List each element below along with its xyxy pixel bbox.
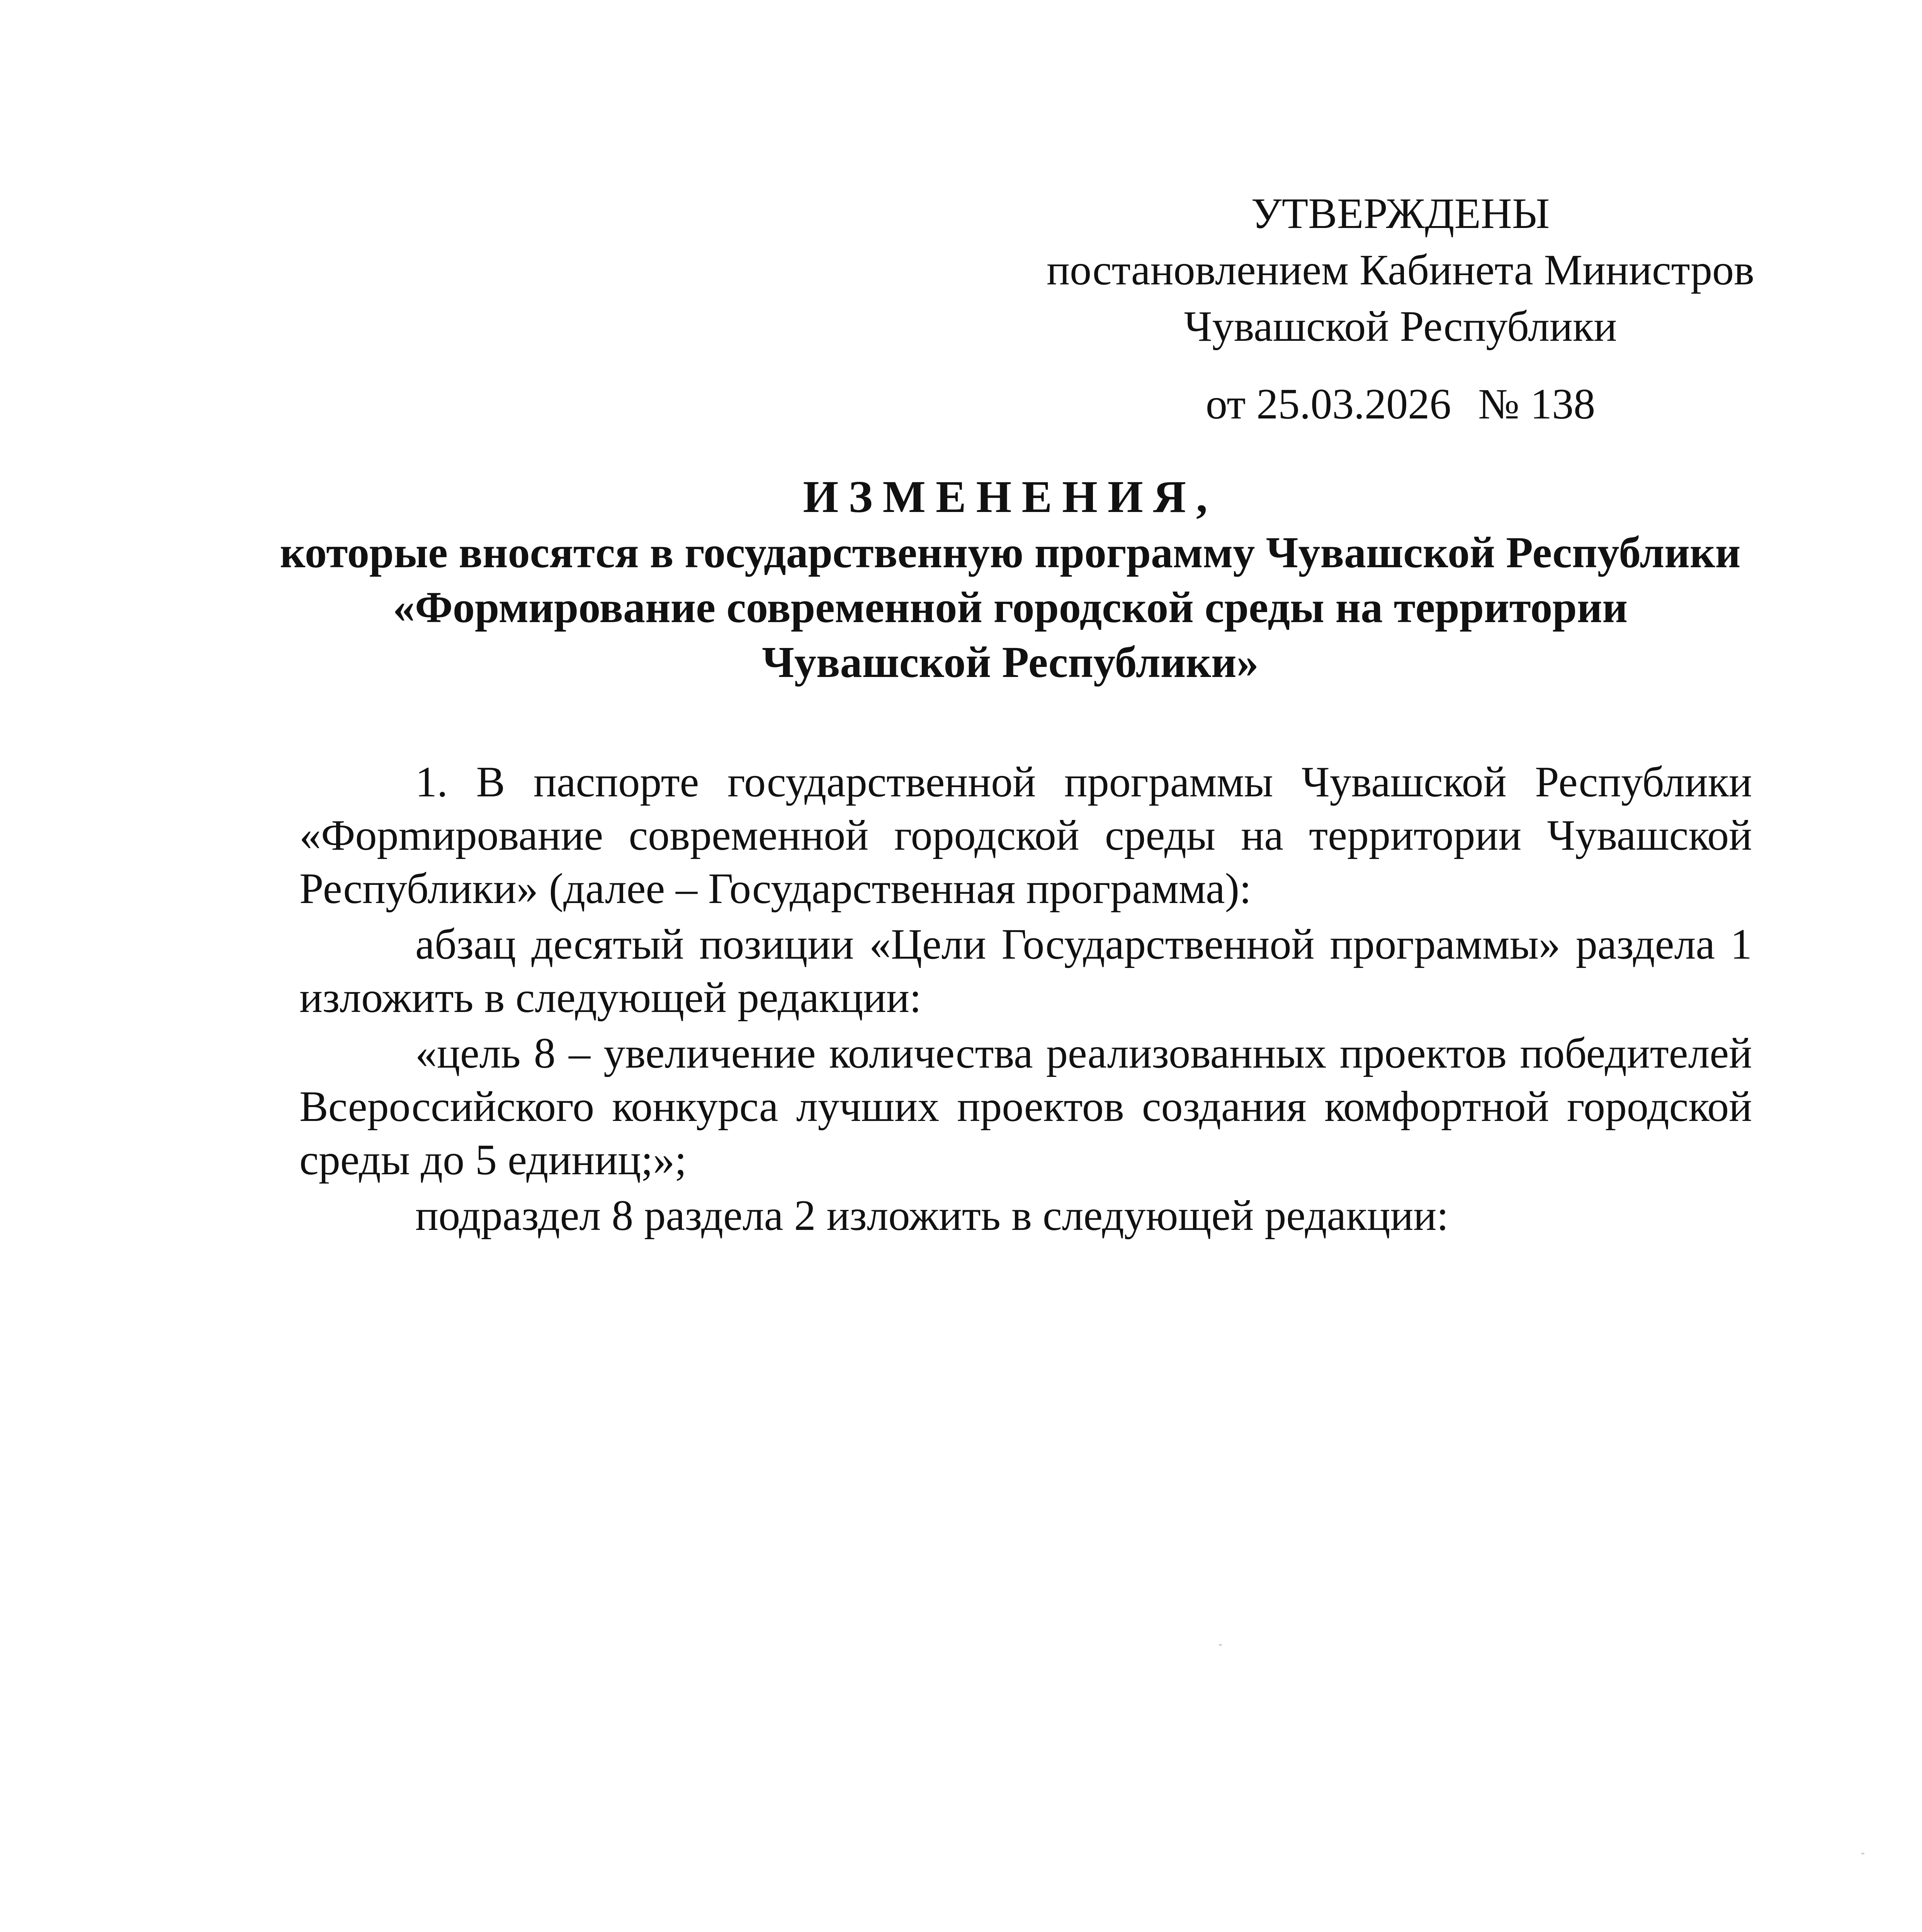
approval-authority: постановлением Кабинета Министров [1047, 246, 1754, 294]
approval-stamp [1024, 185, 1777, 432]
title-heading: ИЗМЕНЕНИЯ, [803, 471, 1218, 522]
paragraph-3: «цель 8 – увеличение количества реализованных проектов победителей Всероссийского конкурса лучших проектов создания комфортной городской среды до 5 единиц;»; [299, 1029, 1752, 1184]
approval-number: № 138 [1478, 380, 1596, 428]
approval-date: от 25.03.2026 [1205, 380, 1451, 428]
document-body [299, 755, 1752, 1245]
scan-speck [1219, 1644, 1222, 1646]
title-line-1: которые вносятся в государственную программу Чувашской Республики [280, 528, 1741, 577]
title-line-3: Чувашской Республики» [762, 638, 1259, 687]
paragraph-4: подраздел 8 раздела 2 изложить в следующей редакции: [415, 1192, 1449, 1240]
paragraph-1: 1. В паспорте государственной программы Чувашской Республики «Форmирование современной городской среды на территории Чувашской Республики» (далее – Государственная программа): [299, 758, 1752, 913]
paragraph-2: абзац десятый позиции «Цели Государственной программы» раздела 1 изложить в следующей редакции: [299, 920, 1752, 1022]
title-line-2: «Формирование современной городской среды на территории [393, 583, 1628, 632]
approval-date-line [1024, 376, 1777, 432]
document-title [270, 469, 1750, 690]
approval-republic: Чувашской Республики [1184, 303, 1617, 350]
approval-title: УТВЕРЖДЕНЫ [1251, 190, 1550, 238]
scan-speck [1861, 1853, 1864, 1854]
